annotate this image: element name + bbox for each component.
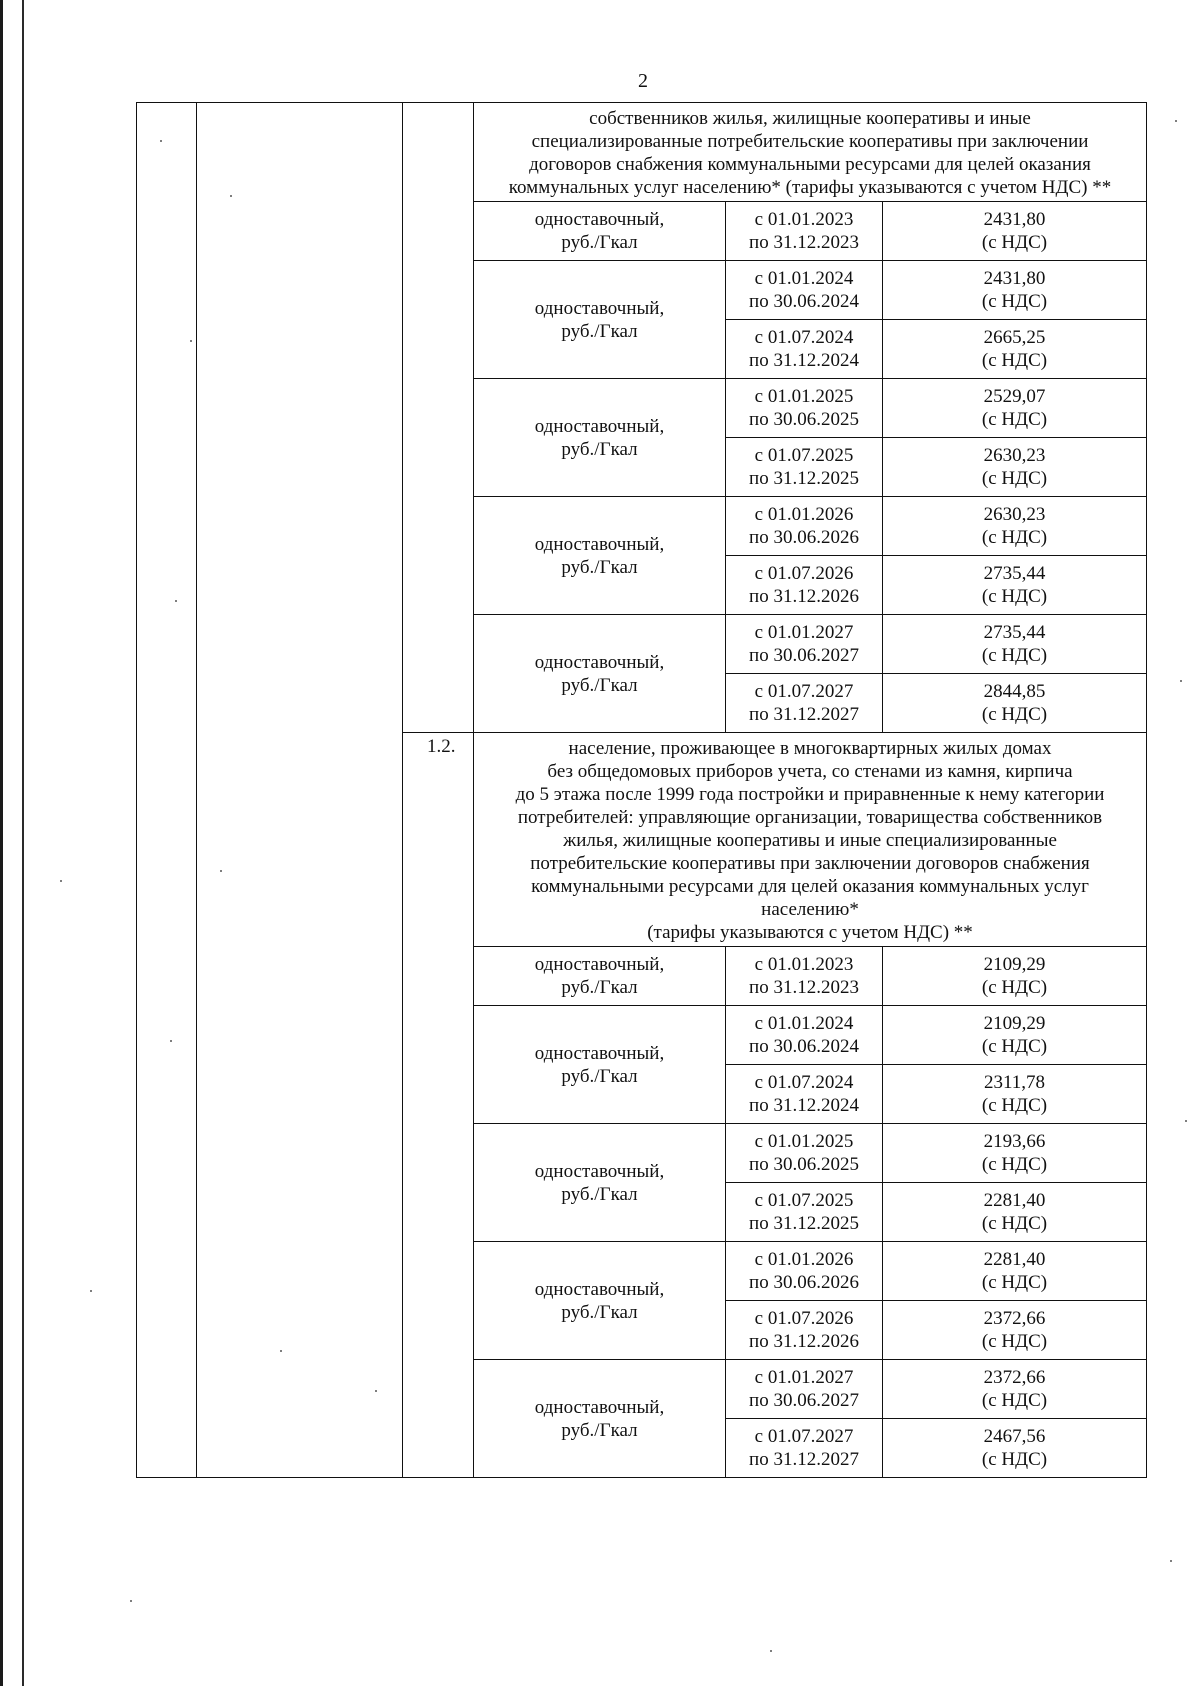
tariff-period-line: с 01.01.2027 bbox=[754, 622, 854, 643]
tariff-value bbox=[883, 1183, 1147, 1242]
tariff-type-line: руб./Гкал bbox=[561, 320, 638, 342]
section-header-line: без общедомовых приборов учета, со стенами из камня, кирпича bbox=[547, 761, 1073, 782]
tariff-type-line: руб./Гкал bbox=[561, 1301, 638, 1323]
tariff-type bbox=[474, 1242, 726, 1360]
tariff-period-line: с 01.07.2026 bbox=[754, 563, 854, 584]
tariff-period-line: с 01.07.2024 bbox=[754, 1072, 854, 1093]
tariff-value bbox=[883, 1065, 1147, 1124]
col-org-blank bbox=[197, 103, 403, 1478]
tariff-value bbox=[883, 1301, 1147, 1360]
tariff-value-line: (с НДС) bbox=[981, 1449, 1048, 1470]
section-header-line: договоров снабжения коммунальными ресурсами для целей оказания bbox=[529, 154, 1091, 175]
tariff-value-line: 2735,44 bbox=[983, 622, 1046, 643]
tariff-period bbox=[726, 1419, 883, 1478]
tariff-value-line: (с НДС) bbox=[981, 468, 1048, 489]
tariff-value-line: 2109,29 bbox=[983, 1013, 1046, 1034]
tariff-value-line: (с НДС) bbox=[981, 350, 1048, 371]
tariff-value-line: 2281,40 bbox=[983, 1190, 1046, 1211]
tariff-value bbox=[883, 556, 1147, 615]
tariff-value-line: (с НДС) bbox=[981, 704, 1048, 725]
tariff-period-line: по 31.12.2026 bbox=[749, 1331, 859, 1352]
tariff-value-line: (с НДС) bbox=[981, 1390, 1048, 1411]
tariff-value-line: 2431,80 bbox=[983, 268, 1046, 289]
section-header-line: собственников жилья, жилищные кооперативы и иные bbox=[589, 108, 1031, 129]
tariff-value-line: (с НДС) bbox=[981, 1213, 1048, 1234]
tariff-period-line: с 01.01.2026 bbox=[754, 504, 854, 525]
section-header-line: потребительские кооперативы при заключении договоров снабжения bbox=[530, 853, 1090, 874]
tariff-type-line: руб./Гкал bbox=[561, 1065, 638, 1087]
section-header-line: коммунальными ресурсами для целей оказания коммунальных услуг bbox=[531, 876, 1089, 897]
tariff-value bbox=[883, 1419, 1147, 1478]
tariff-value-line: 2630,23 bbox=[983, 445, 1046, 466]
tariff-period-line: по 30.06.2027 bbox=[749, 1390, 859, 1411]
tariff-type-line: одноставочный, bbox=[534, 533, 665, 555]
tariff-table bbox=[136, 102, 1147, 1478]
tariff-type bbox=[474, 1124, 726, 1242]
tariff-value-line: (с НДС) bbox=[981, 977, 1048, 998]
tariff-period-line: с 01.07.2027 bbox=[754, 681, 854, 702]
tariff-type-line: руб./Гкал bbox=[561, 674, 638, 696]
tariff-period-line: по 31.12.2027 bbox=[749, 704, 859, 725]
tariff-type bbox=[474, 261, 726, 379]
section-header-line: коммунальных услуг населению* (тарифы указываются с учетом НДС) ** bbox=[508, 177, 1112, 198]
tariff-value-line: (с НДС) bbox=[981, 232, 1048, 253]
tariff-type-line: одноставочный, bbox=[534, 1160, 665, 1182]
tariff-period-line: по 30.06.2027 bbox=[749, 645, 859, 666]
tariff-type-line: одноставочный, bbox=[534, 1278, 665, 1300]
tariff-period-line: по 31.12.2024 bbox=[749, 350, 859, 371]
tariff-period-line: по 30.06.2024 bbox=[749, 291, 859, 312]
tariff-period-line: с 01.01.2023 bbox=[754, 209, 854, 230]
tariff-value-line: 2311,78 bbox=[983, 1072, 1046, 1093]
tariff-value bbox=[883, 320, 1147, 379]
tariff-period-line: с 01.01.2025 bbox=[754, 386, 854, 407]
tariff-type-line: одноставочный, bbox=[534, 1396, 665, 1418]
tariff-period bbox=[726, 674, 883, 733]
tariff-period-line: с 01.07.2025 bbox=[754, 1190, 854, 1211]
tariff-type bbox=[474, 497, 726, 615]
section-number bbox=[403, 103, 474, 733]
tariff-type bbox=[474, 379, 726, 497]
scan-edge-line bbox=[22, 0, 24, 1686]
tariff-value bbox=[883, 1360, 1147, 1419]
tariff-period-line: с 01.01.2023 bbox=[754, 954, 854, 975]
tariff-period-line: по 31.12.2023 bbox=[749, 977, 859, 998]
tariff-value bbox=[883, 1006, 1147, 1065]
tariff-value-line: (с НДС) bbox=[981, 1095, 1048, 1116]
tariff-value bbox=[883, 615, 1147, 674]
tariff-period bbox=[726, 379, 883, 438]
tariff-period-line: по 30.06.2025 bbox=[749, 1154, 859, 1175]
tariff-period-line: по 30.06.2025 bbox=[749, 409, 859, 430]
tariff-value-line: (с НДС) bbox=[981, 409, 1048, 430]
tariff-value-line: (с НДС) bbox=[981, 645, 1048, 666]
tariff-type-line: одноставочный, bbox=[534, 297, 665, 319]
tariff-period bbox=[726, 1360, 883, 1419]
section-header bbox=[474, 103, 1147, 202]
tariff-period bbox=[726, 320, 883, 379]
scan-edge bbox=[0, 0, 3, 1686]
tariff-period-line: по 30.06.2026 bbox=[749, 1272, 859, 1293]
tariff-period-line: по 31.12.2027 bbox=[749, 1449, 859, 1470]
tariff-value-line: (с НДС) bbox=[981, 1036, 1048, 1057]
section-header-line: (тарифы указываются с учетом НДС) ** bbox=[647, 922, 973, 943]
tariff-type bbox=[474, 615, 726, 733]
tariff-period bbox=[726, 1301, 883, 1360]
tariff-period-line: по 31.12.2025 bbox=[749, 468, 859, 489]
tariff-period bbox=[726, 1183, 883, 1242]
section-header-line: до 5 этажа после 1999 года постройки и приравненные к нему категории bbox=[515, 784, 1105, 805]
tariff-value-line: 2109,29 bbox=[983, 954, 1046, 975]
tariff-period bbox=[726, 261, 883, 320]
tariff-period bbox=[726, 1006, 883, 1065]
tariff-period-line: по 31.12.2025 bbox=[749, 1213, 859, 1234]
section-number: 1.2. bbox=[403, 733, 474, 1478]
tariff-value-line: (с НДС) bbox=[981, 291, 1048, 312]
section-header-row bbox=[137, 103, 1147, 202]
tariff-period bbox=[726, 438, 883, 497]
tariff-period bbox=[726, 1242, 883, 1301]
tariff-period-line: с 01.01.2024 bbox=[754, 268, 854, 289]
tariff-type bbox=[474, 947, 726, 1006]
tariff-value bbox=[883, 1242, 1147, 1301]
section-header-line: специализированные потребительские кооперативы при заключении bbox=[531, 131, 1089, 152]
page-number: 2 bbox=[638, 70, 648, 92]
tariff-type-line: одноставочный, bbox=[534, 1042, 665, 1064]
tariff-value-line: 2372,66 bbox=[983, 1367, 1046, 1388]
tariff-value bbox=[883, 261, 1147, 320]
tariff-value-line: 2630,23 bbox=[983, 504, 1046, 525]
tariff-value-line: 2735,44 bbox=[983, 563, 1046, 584]
tariff-period bbox=[726, 947, 883, 1006]
section-header bbox=[474, 733, 1147, 947]
tariff-type-line: руб./Гкал bbox=[561, 977, 638, 998]
tariff-period bbox=[726, 615, 883, 674]
tariff-value-line: 2844,85 bbox=[983, 681, 1046, 702]
tariff-type-line: одноставочный, bbox=[534, 415, 665, 437]
tariff-value bbox=[883, 202, 1147, 261]
tariff-period-line: по 30.06.2024 bbox=[749, 1036, 859, 1057]
tariff-type-line: одноставочный, bbox=[534, 651, 665, 673]
tariff-type-line: одноставочный, bbox=[534, 954, 665, 975]
tariff-value-line: (с НДС) bbox=[981, 586, 1048, 607]
tariff-period-line: с 01.01.2026 bbox=[754, 1249, 854, 1270]
tariff-period-line: по 31.12.2026 bbox=[749, 586, 859, 607]
tariff-value bbox=[883, 438, 1147, 497]
tariff-period bbox=[726, 497, 883, 556]
tariff-value bbox=[883, 947, 1147, 1006]
tariff-period-line: по 31.12.2024 bbox=[749, 1095, 859, 1116]
section-header-line: жилья, жилищные кооперативы и иные специализированные bbox=[563, 830, 1057, 851]
section-header-line: потребителей: управляющие организации, товарищества собственников bbox=[517, 807, 1103, 828]
tariff-type bbox=[474, 1360, 726, 1478]
tariff-period bbox=[726, 202, 883, 261]
tariff-period-line: по 31.12.2023 bbox=[749, 232, 859, 253]
tariff-value-line: (с НДС) bbox=[981, 1154, 1048, 1175]
tariff-value-line: (с НДС) bbox=[981, 1272, 1048, 1293]
tariff-type-line: руб./Гкал bbox=[561, 438, 638, 460]
tariff-type-line: руб./Гкал bbox=[561, 1419, 638, 1441]
tariff-type-line: руб./Гкал bbox=[561, 1183, 638, 1205]
tariff-type bbox=[474, 1006, 726, 1124]
tariff-period-line: с 01.07.2025 bbox=[754, 445, 854, 466]
tariff-period bbox=[726, 1065, 883, 1124]
tariff-value bbox=[883, 1124, 1147, 1183]
tariff-value bbox=[883, 379, 1147, 438]
tariff-value-line: 2193,66 bbox=[983, 1131, 1046, 1152]
tariff-period bbox=[726, 556, 883, 615]
tariff-period bbox=[726, 1124, 883, 1183]
col-index-blank bbox=[137, 103, 197, 1478]
tariff-value-line: 2281,40 bbox=[983, 1249, 1046, 1270]
tariff-value bbox=[883, 674, 1147, 733]
tariff-value-line: 2529,07 bbox=[983, 386, 1046, 407]
tariff-period-line: с 01.07.2026 bbox=[754, 1308, 854, 1329]
tariff-value-line: (с НДС) bbox=[981, 1331, 1048, 1352]
tariff-value-line: 2372,66 bbox=[983, 1308, 1046, 1329]
tariff-period-line: с 01.01.2027 bbox=[754, 1367, 854, 1388]
tariff-type-line: руб./Гкал bbox=[561, 232, 638, 253]
tariff-period-line: по 30.06.2026 bbox=[749, 527, 859, 548]
tariff-value bbox=[883, 497, 1147, 556]
tariff-type bbox=[474, 202, 726, 261]
tariff-value-line: 2665,25 bbox=[983, 327, 1046, 348]
tariff-period-line: с 01.07.2027 bbox=[754, 1426, 854, 1447]
section-header-line: население, проживающее в многоквартирных жилых домах bbox=[568, 738, 1052, 759]
tariff-value-line: 2467,56 bbox=[983, 1426, 1046, 1447]
tariff-value-line: 2431,80 bbox=[983, 209, 1046, 230]
tariff-period-line: с 01.01.2024 bbox=[754, 1013, 854, 1034]
section-header-line: населению* bbox=[761, 899, 859, 920]
tariff-period-line: с 01.01.2025 bbox=[754, 1131, 854, 1152]
tariff-value-line: (с НДС) bbox=[981, 527, 1048, 548]
tariff-type-line: одноставочный, bbox=[534, 209, 665, 230]
tariff-type-line: руб./Гкал bbox=[561, 556, 638, 578]
tariff-period-line: с 01.07.2024 bbox=[754, 327, 854, 348]
